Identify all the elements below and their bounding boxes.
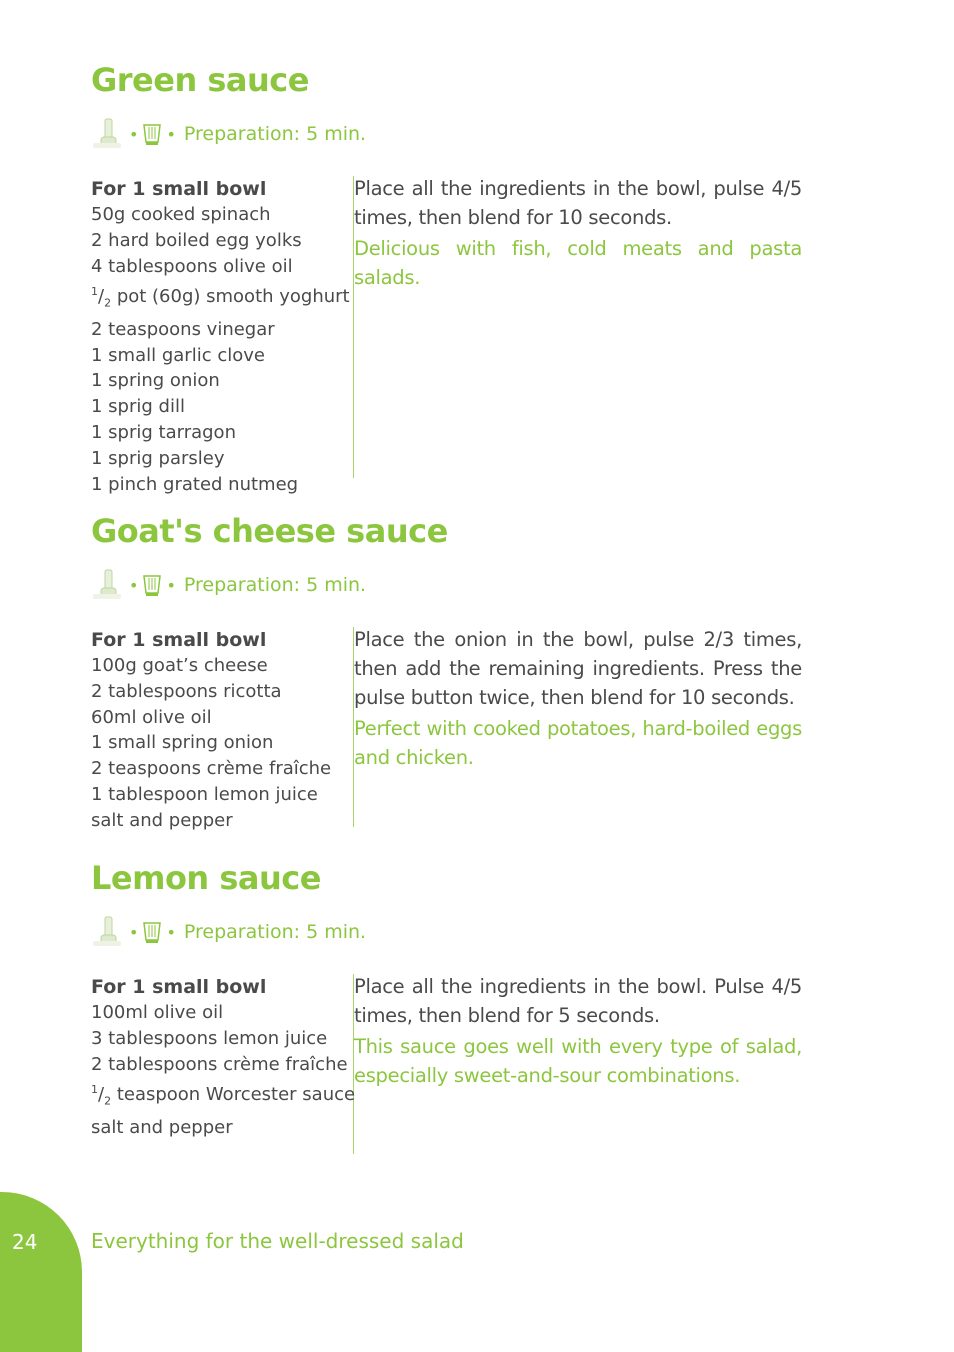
recipe-green-sauce bbox=[91, 60, 811, 495]
preparation-time: Preparation: 5 min. bbox=[183, 574, 367, 596]
serving-tip: Delicious with fish, cold meats and pasta salads. bbox=[354, 237, 802, 289]
ingredient-item: 1 spring onion bbox=[91, 370, 220, 392]
serving-tip: This sauce goes well with every type of salad, especially sweet-and-sour combinations. bbox=[354, 1035, 802, 1087]
ingredient-item: 2 tablespoons crème fraîche bbox=[91, 1053, 348, 1075]
bullet: • bbox=[129, 922, 139, 942]
blender-cup-icon bbox=[142, 573, 162, 597]
ingredient-item: 1 sprig tarragon bbox=[91, 421, 236, 443]
bullet: • bbox=[166, 922, 176, 942]
recipe-title: Lemon sauce bbox=[91, 859, 321, 897]
ingredient-item: 1 sprig parsley bbox=[91, 447, 225, 469]
serves-label: For 1 small bowl bbox=[91, 629, 267, 651]
ingredient-list bbox=[91, 653, 339, 834]
fraction-denominator: 2 bbox=[104, 1094, 112, 1108]
ingredient-item: 1 small spring onion bbox=[91, 732, 274, 754]
ingredient-item: $^1/_2$ pot (60g) smooth yoghurt bbox=[91, 285, 350, 310]
hand-blender-icon bbox=[91, 915, 125, 949]
preparation-time: Preparation: 5 min. bbox=[183, 921, 367, 943]
bullet: • bbox=[129, 124, 139, 144]
preparation-time: Preparation: 5 min. bbox=[183, 123, 367, 145]
method-column bbox=[354, 625, 802, 772]
bullet: • bbox=[129, 575, 139, 595]
ingredient-item: 3 tablespoons lemon juice bbox=[91, 1027, 328, 1049]
page-number: 24 bbox=[12, 1230, 38, 1254]
fraction-numerator: 1 bbox=[91, 285, 98, 299]
ingredient-item: 50g cooked spinach bbox=[91, 204, 271, 225]
blender-cup-icon bbox=[142, 920, 162, 944]
serving-tip: Perfect with cooked potatoes, hard-boiled eggs and chicken. bbox=[354, 717, 802, 769]
ingredient-list bbox=[91, 202, 350, 497]
recipe-meta bbox=[91, 914, 366, 950]
recipe-goats-cheese-sauce bbox=[91, 511, 811, 831]
method-column bbox=[354, 972, 802, 1090]
ingredient-item: 2 teaspoons vinegar bbox=[91, 318, 275, 340]
ingredient-item: $^1/_2$ teaspoon Worcester sauce bbox=[91, 1083, 356, 1108]
hand-blender-icon bbox=[91, 568, 125, 602]
blender-cup-icon bbox=[142, 122, 162, 146]
ingredients-column bbox=[91, 974, 354, 1154]
recipe-title: Goat's cheese sauce bbox=[91, 512, 448, 550]
hand-blender-icon bbox=[91, 117, 125, 151]
serves-label: For 1 small bowl bbox=[91, 178, 267, 200]
recipe-title: Green sauce bbox=[91, 61, 309, 99]
ingredient-item: 100ml olive oil bbox=[91, 1002, 224, 1023]
ingredient-item: salt and pepper bbox=[91, 809, 233, 831]
ingredient-item: 2 teaspoons crème fraîche bbox=[91, 758, 332, 780]
ingredient-item: 1 sprig dill bbox=[91, 396, 185, 418]
ingredient-item: 2 hard boiled egg yolks bbox=[91, 229, 302, 251]
ingredient-item: 60ml olive oil bbox=[91, 706, 212, 728]
recipe-lemon-sauce bbox=[91, 858, 811, 1138]
fraction-denominator: 2 bbox=[104, 296, 112, 310]
method-text: Place the onion in the bowl, pulse 2/3 times, then add the remaining ingredients. Press the pulse button twice, then blend for 10 seconds. bbox=[354, 628, 802, 709]
page-corner-tab bbox=[0, 1192, 82, 1352]
ingredient-item: 100g goat’s cheese bbox=[91, 655, 268, 676]
ingredient-item: 2 tablespoons ricotta bbox=[91, 680, 282, 702]
running-footer: Everything for the well-dressed salad bbox=[91, 1229, 464, 1253]
ingredient-item: 1 tablespoon lemon juice bbox=[91, 783, 318, 805]
ingredient-text: teaspoon Worcester sauce bbox=[116, 1084, 356, 1106]
serves-label: For 1 small bowl bbox=[91, 976, 267, 998]
method-column bbox=[354, 174, 802, 292]
ingredient-item: 1 pinch grated nutmeg bbox=[91, 473, 299, 495]
ingredient-item: salt and pepper bbox=[91, 1116, 233, 1138]
ingredient-item: 1 small garlic clove bbox=[91, 344, 265, 366]
bullet: • bbox=[166, 124, 176, 144]
method-text: Place all the ingredients in the bowl, pulse 4/5 times, then blend for 10 seconds. bbox=[354, 177, 802, 229]
ingredients-column bbox=[91, 176, 354, 495]
method-text: Place all the ingredients in the bowl. Pulse 4/5 times, then blend for 5 seconds. bbox=[354, 975, 802, 1027]
fraction-numerator: 1 bbox=[91, 1083, 98, 1097]
ingredients-column bbox=[91, 627, 354, 831]
recipe-meta bbox=[91, 567, 366, 603]
ingredient-item: 4 tablespoons olive oil bbox=[91, 255, 293, 277]
ingredient-list bbox=[91, 1000, 356, 1141]
bullet: • bbox=[166, 575, 176, 595]
recipe-meta bbox=[91, 116, 366, 152]
ingredient-text: pot (60g) smooth yoghurt bbox=[116, 286, 350, 308]
